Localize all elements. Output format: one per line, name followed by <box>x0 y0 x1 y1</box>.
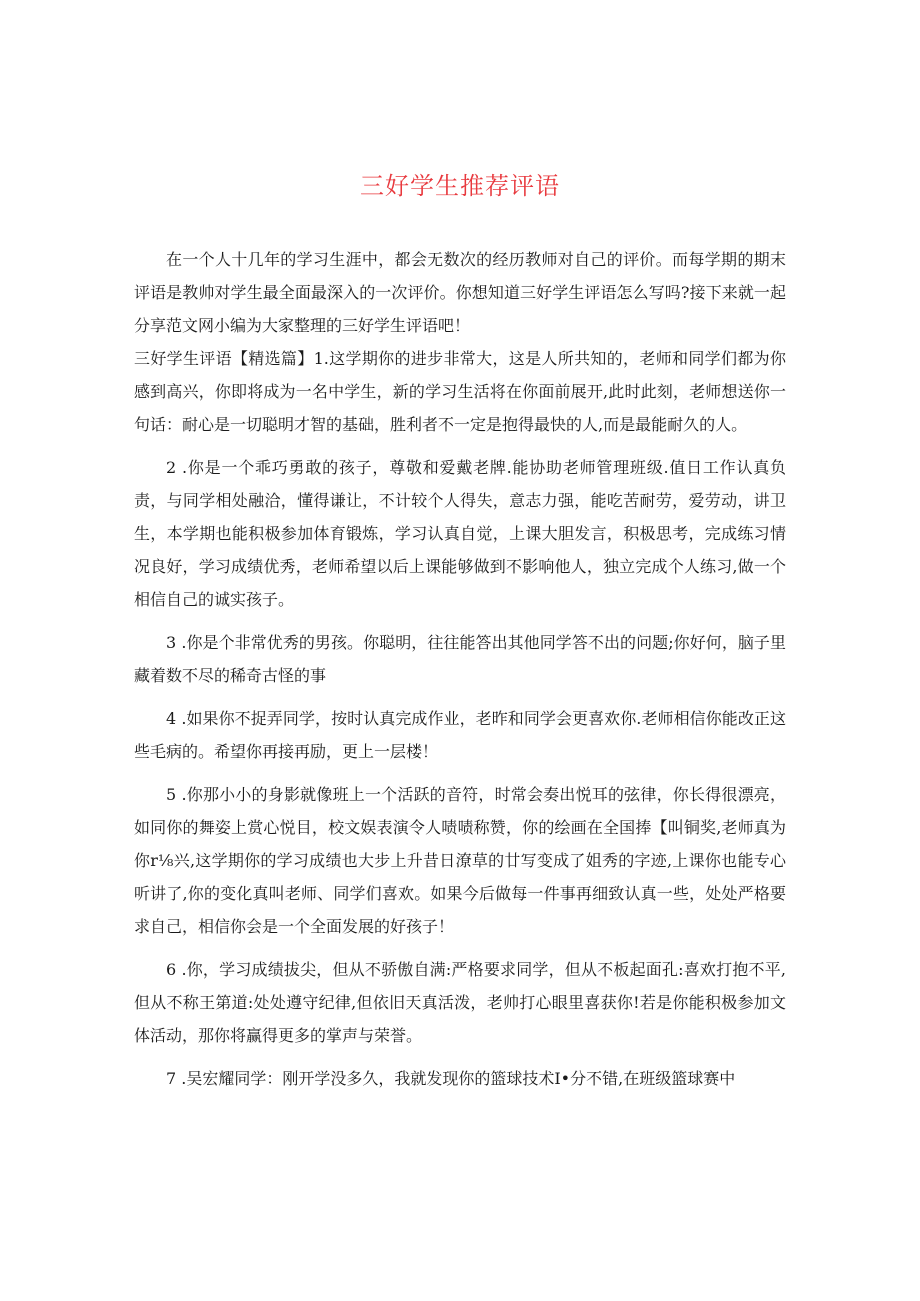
document-title: 三好学生推荐评语 <box>360 172 560 200</box>
paragraph-7: 7 .吴宏耀同学：刚开学没多久，我就发现你的篮球技术I•分不错,在班级篮球赛中 <box>166 1069 736 1088</box>
paragraph-6: 6 .你，学习成绩拔尖，但从不骄傲自满:严格要求同学，但从不板起面孔:喜欢打抱不平,但从不称王第道:处处遵守纪律,但依旧天真活泼，老帅打心眼里喜获你!若是你能积极参加文体活动，那你将赢得更多的掌声与荣誉。 <box>134 960 786 1045</box>
paragraph-3: 3 .你是个非常优秀的男孩。你聪明，往往能答出其他同学答不出的问题;你好何，脑子里藏着数不尽的稀奇古怪的事 <box>134 633 786 685</box>
paragraph-2: 2 .你是一个乖巧勇敢的孩子，尊敬和爱戴老牌.能协助老师管理班级.值日工作认真负责，与同学相处融洽，懂得谦让，不计较个人得失，意志力强，能吃苦耐劳，爱劳动，讲卫生，本学期也能积极参加体育锻炼，学习认真自觉，上课大胆发言，积极思考，完成练习情况良好，学习成绩优秀，老师希望以后上课能够做到不影响他人，独立完成个人练习,做一个相信自己的诚实孩子。 <box>134 458 786 609</box>
paragraph-4: 4 .如果你不捉弄同学，按时认真完成作业，老昨和同学会更喜欢你.老师相信你能改正这些毛病的。希望你再接再励，更上一层楼！ <box>134 709 786 761</box>
document-body <box>134 243 786 1105</box>
paragraph-5: 5 .你那小小的身影就像班上一个活跃的音符，时常会奏出悦耳的弦律，你长得很漂亮，如同你的舞姿上赏心悦目，校文娱表演令人啧啧称赞，你的绘画在全国捧【叫铜奖,老师真为你r⅛兴,这学期你的学习成绩也大步上升昔日潦草的廿写变成了姐秀的字迹,上课你也能专心听讲了,你的变化真叫老师、同学们喜欢。如果今后做每一件事再细致认真一些，处处严格要求自己，相信你会是一个全面发展的好孩子！ <box>134 785 786 936</box>
paragraph-intro: 在一个人十几年的学习生涯中，都会无数次的经历教师对自己的评价。而每学期的期末评语是教帅对学生最全面最深入的一次评价。你想知道三好学生评语怎么写吗?接下来就一起分享范文网小编为大家整理的三好学生评语吧！ <box>134 250 786 335</box>
paragraph-1: 三好学生评语【精选篇】1.这学期你的进步非常大，这是人所共知的，老师和同学们都为你感到高兴，你即将成为一名中学生，新的学习生活将在你面前展开,此时此刻，老师想送你一句话：耐心是一切聪明才智的基础，胜利者不一定是抱得最快的人,而是最能耐久的人。 <box>134 349 786 434</box>
